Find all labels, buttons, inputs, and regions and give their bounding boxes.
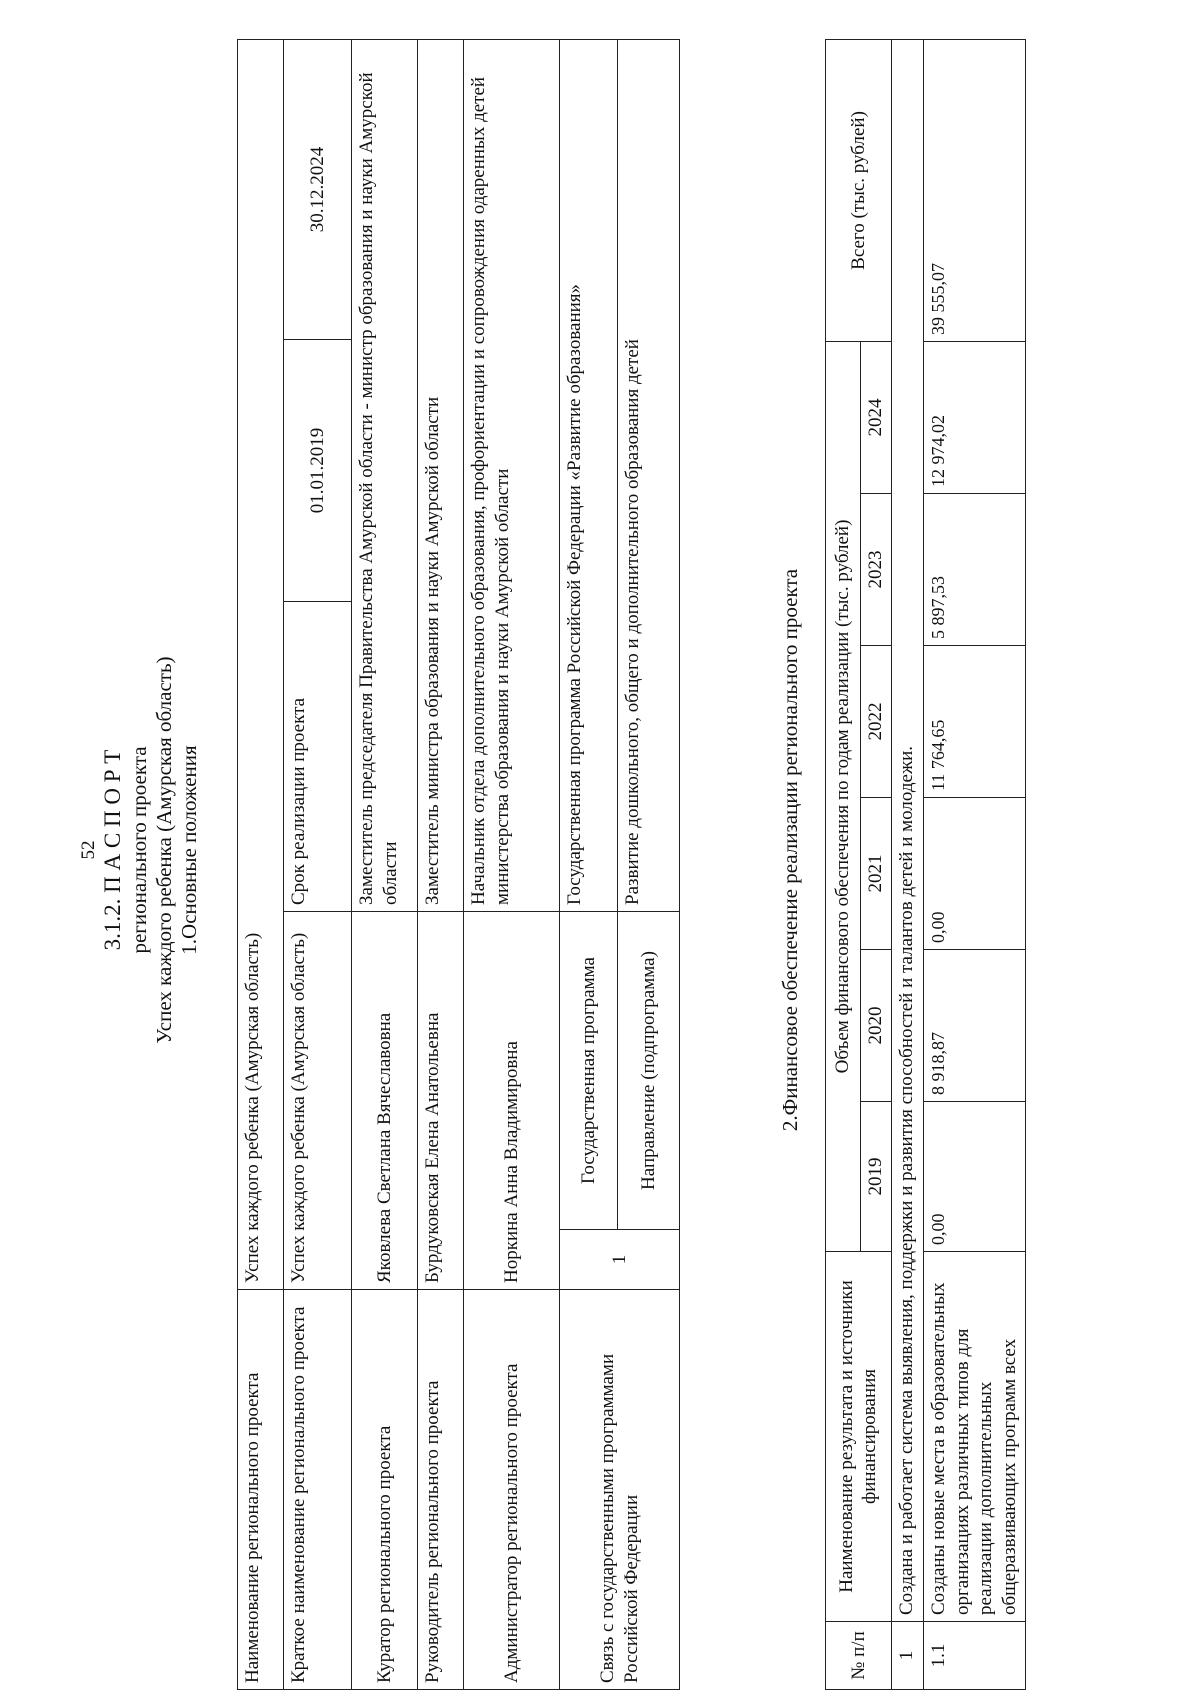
head-name: Бурдуковская Елена Анатольевна xyxy=(418,912,464,1290)
admin-position: Начальник отдела дополнительного образования, профориентации и сопровождения одаренных детей министерства образования и науки Амурской области xyxy=(464,39,560,911)
name-value: Успех каждого ребенка (Амурская область) xyxy=(238,39,284,1289)
group-number: 1 xyxy=(891,1622,923,1690)
admin-label: Администратор регионального проекта xyxy=(464,1290,560,1690)
row-name: Созданы новые места в образовательных организациях различных типов для реализации дополнительных общеразвивающих программ всех xyxy=(923,1252,1025,1622)
term-label: Срок реализации проекта xyxy=(284,602,352,912)
short-name-value: Успех каждого ребенка (Амурская область) xyxy=(284,912,352,1290)
link-label: Связь с государственными программами Российской Федерации xyxy=(560,1290,680,1690)
link-number: 1 xyxy=(560,1230,680,1290)
row-value: 8 918,87 xyxy=(923,950,1025,1102)
row-total: 39 555,07 xyxy=(923,39,1025,341)
head-label: Руководитель регионального проекта xyxy=(418,1290,464,1690)
year-header: 2019 xyxy=(861,1102,892,1252)
term-start: 01.01.2019 xyxy=(284,340,352,602)
short-name-label: Краткое наименование регионального проекта xyxy=(284,1290,352,1690)
row-number: 1.1 xyxy=(923,1622,1025,1690)
year-header: 2023 xyxy=(861,494,892,646)
term-end: 30.12.2024 xyxy=(284,39,352,339)
year-header: 2024 xyxy=(861,341,892,493)
col-total-header: Всего (тыс. рублей) xyxy=(826,39,892,341)
page-number: 52 xyxy=(78,840,99,860)
row-value: 0,00 xyxy=(923,1102,1025,1252)
section-title-basics: 1.Основные положения xyxy=(177,745,201,955)
curator-label: Куратор регионального проекта xyxy=(352,1290,418,1690)
name-label: Наименование регионального проекта xyxy=(238,1290,284,1690)
row-value: 11 764,65 xyxy=(923,646,1025,798)
row-value: 5 897,53 xyxy=(923,494,1025,646)
year-header: 2021 xyxy=(861,798,892,950)
col-name-header: Наименование результата и источники финансирования xyxy=(826,1252,892,1622)
project-name: Успех каждого ребенка (Амурская область) xyxy=(152,656,176,1044)
year-header: 2022 xyxy=(861,646,892,798)
direction-label: Направление (подпрограмма) xyxy=(618,912,680,1230)
section-title-finance: 2.Финансовое обеспечение реализации регионального проекта xyxy=(778,568,802,1132)
row-value: 12 974,02 xyxy=(923,341,1025,493)
curator-name: Яковлева Светлана Вячеславовна xyxy=(352,912,418,1290)
row-value: 0,00 xyxy=(923,798,1025,950)
passport-title: 3.1.2. П А С П О Р Т xyxy=(100,749,125,951)
finance-table xyxy=(825,39,1026,1690)
col-num-header: № п/п xyxy=(826,1622,892,1690)
program-value: Государственная программа Российской Федерации «Развитие образования» xyxy=(560,39,618,911)
col-volume-header: Объем финансового обеспечения по годам реализации (тыс. рублей) xyxy=(826,341,861,1251)
curator-position: Заместитель председателя Правительства Амурской области - министр образования и науки Амурской области xyxy=(352,39,418,911)
year-header: 2020 xyxy=(861,950,892,1102)
group-text: Создана и работает система выявления, поддержки и развития способностей и талантов детей и молодежи. xyxy=(891,39,923,1621)
direction-value: Развитие дошкольного, общего и дополнительного образования детей xyxy=(618,39,680,911)
admin-name: Норкина Анна Владимировна xyxy=(464,912,560,1290)
basics-table xyxy=(237,39,680,1690)
program-label: Государственная программа xyxy=(560,912,618,1230)
passport-subtitle: регионального проекта xyxy=(127,746,151,954)
head-position: Заместитель министра образования и науки Амурской области xyxy=(418,39,464,911)
